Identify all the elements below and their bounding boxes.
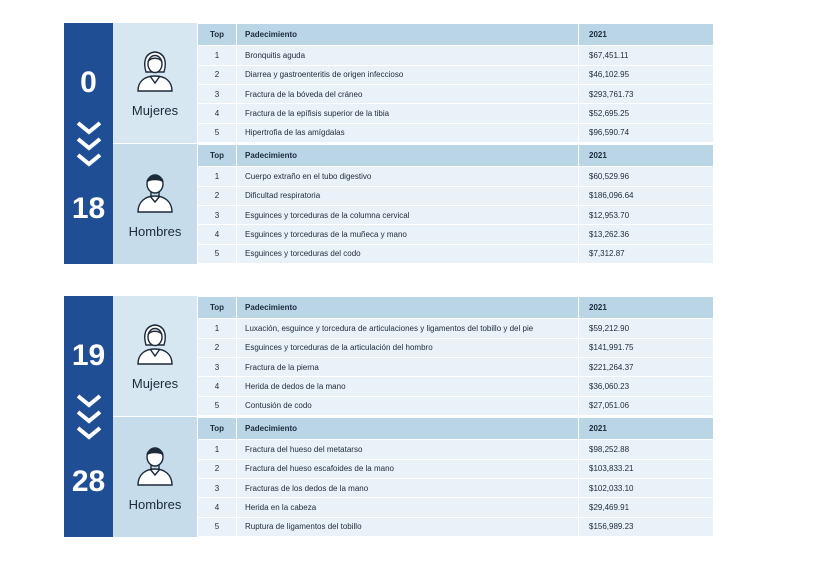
table-row — [198, 358, 714, 377]
amount-cell: $29,469.91 — [579, 498, 714, 517]
table-row — [198, 244, 714, 263]
rank-cell: 4 — [198, 377, 237, 396]
female-conditions-table — [197, 296, 714, 416]
amount-cell: $36,060.23 — [579, 377, 714, 396]
female-label: Mujeres — [131, 103, 179, 118]
amount-cell: $59,212.90 — [579, 319, 714, 338]
amount-cell: $27,051.06 — [579, 396, 714, 415]
rank-cell: 2 — [198, 186, 237, 205]
female-conditions-table — [197, 23, 714, 143]
rank-cell: 1 — [198, 46, 237, 65]
header-year: 2021 — [579, 418, 714, 440]
rank-cell: 5 — [198, 517, 237, 536]
amount-cell: $186,096.64 — [579, 186, 714, 205]
table-row — [198, 517, 714, 536]
header-rank: Top — [198, 145, 237, 167]
rank-cell: 4 — [198, 225, 237, 244]
rank-cell: 2 — [198, 338, 237, 357]
table-header-row — [198, 145, 714, 167]
table-row — [198, 338, 714, 357]
header-rank: Top — [198, 297, 237, 319]
table-row — [198, 85, 714, 104]
condition-cell: Dificultad respiratoria — [237, 186, 579, 205]
triple-chevron-down-icon — [76, 394, 102, 442]
male-label: Hombres — [128, 497, 182, 512]
header-rank: Top — [198, 418, 237, 440]
rank-cell: 4 — [198, 104, 237, 123]
header-year: 2021 — [579, 24, 714, 46]
female-section — [113, 296, 197, 416]
age-band — [64, 296, 113, 537]
rank-cell: 5 — [198, 244, 237, 263]
header-condition: Padecimiento — [237, 145, 579, 167]
condition-cell: Fractura del hueso escafoides de la mano — [237, 459, 579, 478]
rank-cell: 1 — [198, 167, 237, 186]
condition-cell: Hipertrofia de las amígdalas — [237, 123, 579, 142]
amount-cell: $7,312.87 — [579, 244, 714, 263]
rank-cell: 3 — [198, 85, 237, 104]
condition-cell: Fractura de la bóveda del cráneo — [237, 85, 579, 104]
table-row — [198, 167, 714, 186]
amount-cell: $12,953.70 — [579, 206, 714, 225]
condition-cell: Esguinces y torceduras del codo — [237, 244, 579, 263]
table-row — [198, 123, 714, 142]
amount-cell: $52,695.25 — [579, 104, 714, 123]
rank-cell: 5 — [198, 396, 237, 415]
condition-cell: Luxación, esguince y torcedura de articulaciones y ligamentos del tobillo y del pie — [237, 319, 579, 338]
age-group-block — [64, 23, 714, 264]
condition-cell: Ruptura de ligamentos del tobillo — [237, 517, 579, 536]
amount-cell: $293,761.73 — [579, 85, 714, 104]
header-condition: Padecimiento — [237, 24, 579, 46]
amount-cell: $156,989.23 — [579, 517, 714, 536]
rank-cell: 5 — [198, 123, 237, 142]
age-from: 19 — [71, 339, 106, 372]
table-row — [198, 319, 714, 338]
rank-cell: 1 — [198, 319, 237, 338]
header-rank: Top — [198, 24, 237, 46]
table-header-row — [198, 418, 714, 440]
rank-cell: 3 — [198, 358, 237, 377]
condition-cell: Fractura de la pierna — [237, 358, 579, 377]
header-condition: Padecimiento — [237, 418, 579, 440]
amount-cell: $103,833.21 — [579, 459, 714, 478]
table-row — [198, 206, 714, 225]
table-row — [198, 377, 714, 396]
condition-cell: Fractura de la epífisis superior de la tibia — [237, 104, 579, 123]
table-row — [198, 46, 714, 65]
table-row — [198, 479, 714, 498]
amount-cell: $221,264.37 — [579, 358, 714, 377]
condition-cell: Fractura del hueso del metatarso — [237, 440, 579, 459]
table-row — [198, 225, 714, 244]
amount-cell: $96,590.74 — [579, 123, 714, 142]
condition-cell: Herida en la cabeza — [237, 498, 579, 517]
condition-cell: Esguinces y torceduras de la muñeca y mano — [237, 225, 579, 244]
man-avatar-icon — [135, 442, 175, 486]
age-to: 18 — [71, 192, 106, 225]
male-label: Hombres — [128, 224, 182, 239]
female-label: Mujeres — [131, 376, 179, 391]
rank-cell: 2 — [198, 65, 237, 84]
amount-cell: $141,991.75 — [579, 338, 714, 357]
rank-cell: 4 — [198, 498, 237, 517]
amount-cell: $13,262.36 — [579, 225, 714, 244]
man-avatar-icon — [135, 169, 175, 213]
male-section — [113, 144, 197, 264]
rank-cell: 3 — [198, 206, 237, 225]
header-condition: Padecimiento — [237, 297, 579, 319]
woman-avatar-icon — [135, 321, 175, 365]
amount-cell: $98,252.88 — [579, 440, 714, 459]
age-to: 28 — [71, 465, 106, 498]
table-row — [198, 459, 714, 478]
table-header-row — [198, 24, 714, 46]
table-row — [198, 104, 714, 123]
condition-cell: Cuerpo extraño en el tubo digestivo — [237, 167, 579, 186]
header-year: 2021 — [579, 297, 714, 319]
female-section — [113, 23, 197, 143]
table-header-row — [198, 297, 714, 319]
table-row — [198, 65, 714, 84]
woman-avatar-icon — [135, 48, 175, 92]
condition-cell: Fracturas de los dedos de la mano — [237, 479, 579, 498]
condition-cell: Esguinces y torceduras de la columna cervical — [237, 206, 579, 225]
male-conditions-table — [197, 417, 714, 537]
age-band — [64, 23, 113, 264]
condition-cell: Bronquitis aguda — [237, 46, 579, 65]
table-row — [198, 396, 714, 415]
age-group-block — [64, 296, 714, 537]
amount-cell: $67,451.11 — [579, 46, 714, 65]
male-section — [113, 417, 197, 537]
amount-cell: $102,033.10 — [579, 479, 714, 498]
header-year: 2021 — [579, 145, 714, 167]
male-conditions-table — [197, 144, 714, 264]
rank-cell: 2 — [198, 459, 237, 478]
triple-chevron-down-icon — [76, 121, 102, 169]
amount-cell: $46,102.95 — [579, 65, 714, 84]
age-from: 0 — [80, 66, 97, 99]
amount-cell: $60,529.96 — [579, 167, 714, 186]
rank-cell: 1 — [198, 440, 237, 459]
condition-cell: Diarrea y gastroenteritis de origen infeccioso — [237, 65, 579, 84]
table-row — [198, 440, 714, 459]
condition-cell: Esguinces y torceduras de la articulación del hombro — [237, 338, 579, 357]
table-row — [198, 498, 714, 517]
table-row — [198, 186, 714, 205]
condition-cell: Herida de dedos de la mano — [237, 377, 579, 396]
condition-cell: Contusión de codo — [237, 396, 579, 415]
rank-cell: 3 — [198, 479, 237, 498]
